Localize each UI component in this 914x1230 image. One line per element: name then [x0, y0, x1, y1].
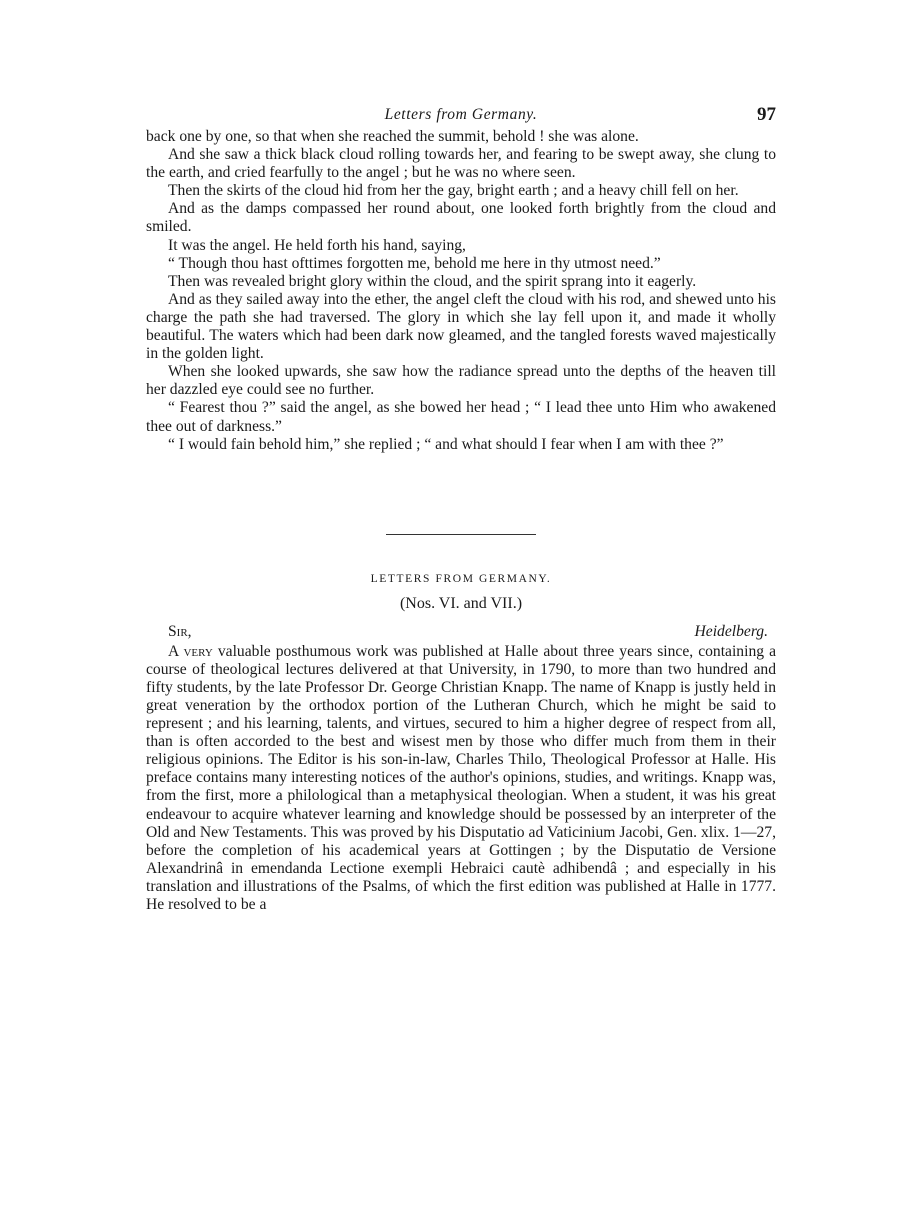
story-paragraph: Then the skirts of the cloud hid from her the gay, bright earth ; and a heavy chill fell on her. — [168, 182, 739, 200]
story-text — [146, 128, 776, 454]
opening-letter: A — [168, 642, 179, 660]
letter-body: valuable posthumous work was published at Halle about three years since, containing a course of theological lectures delivered at that University, in 1790, to more than two hundred and fifty students, by the late Professor Dr. George Christian Knapp. The name of Knapp is justly held in great veneration by the orthodox portion of the Lutheran Church, which he might be said to represent ; and his learning, talents, and virtues, secured to him a higher degree of respect from all, than is often accorded to the best and wisest men by those who differ much from them in their religious opinions. The Editor is his son-in-law, Charles Thilo, Theological Professor at Halle. His preface contains many interesting notices of the author's opinions, studies, and writings. Knapp was, from the first, more a philological than a metaphysical theologian. When a student, it was his great endeavour to acquire whatever learning and knowledge should be possessed by an interpreter of the Old and New Testaments. This was proved by his Disputatio ad Vaticinium Jacobi, Gen. xlix. 1—27, before the completion of his academical years at Gottingen ; by the Disputatio de Versione Alexandrinâ in emendanda Lectione exempli Hebraici cautè adhibendâ ; and especially in his translation and illustrations of the Psalms, of which the first edition was published at Halle in 1777. He resolved to be a — [146, 642, 777, 913]
story-paragraph: And she saw a thick black cloud rolling towards her, and fearing to be swept away, she clung to the earth, and cried fearfully to the angel ; but he was no where seen. — [146, 146, 776, 182]
story-paragraph: Then was revealed bright glory within the cloud, and the spirit sprang into it eagerly. — [168, 272, 697, 290]
opening-word: very — [183, 642, 213, 660]
story-paragraph: “ I would fain behold him,” she replied ; “ and what should I fear when I am with thee ?” — [168, 435, 724, 453]
story-paragraph: “ Though thou hast ofttimes forgotten me, behold me here in thy utmost need.” — [168, 254, 661, 272]
letter-text — [146, 643, 776, 914]
salutation: Sir, — [168, 622, 192, 640]
page — [146, 104, 776, 914]
page-number: 97 — [757, 104, 776, 125]
section-divider — [386, 534, 536, 535]
story-paragraph: When she looked upwards, she saw how the radiance spread unto the depths of the heaven till her dazzled eye could see no further. — [146, 363, 776, 399]
story-paragraph: And as the damps compassed her round about, one looked forth brightly from the cloud and smiled. — [146, 200, 776, 236]
story-paragraph: “ Fearest thou ?” said the angel, as she bowed her head ; “ I lead thee unto Him who awakened thee out of darkness.” — [146, 399, 776, 435]
section-title: LETTERS FROM GERMANY. — [370, 572, 552, 585]
salutation-line — [146, 623, 776, 643]
letter-paragraph — [146, 643, 776, 914]
running-title: Letters from Germany. — [384, 106, 538, 123]
story-paragraph: back one by one, so that when she reached the summit, behold ! she was alone. — [146, 128, 639, 145]
place-heading: Heidelberg. — [694, 622, 768, 640]
story-paragraph: And as they sailed away into the ether, the angel cleft the cloud with his rod, and shewed unto his charge the path she had traversed. The glory in which she lay fell upon it, and made it wholly beautiful. The waters which had been dark now gleamed, and the tangled forests waved majestically in the golden light. — [146, 290, 776, 363]
section-subtitle: (Nos. VI. and VII.) — [399, 594, 523, 612]
running-head — [146, 104, 776, 128]
story-paragraph: It was the angel. He held forth his hand, saying, — [168, 236, 466, 254]
